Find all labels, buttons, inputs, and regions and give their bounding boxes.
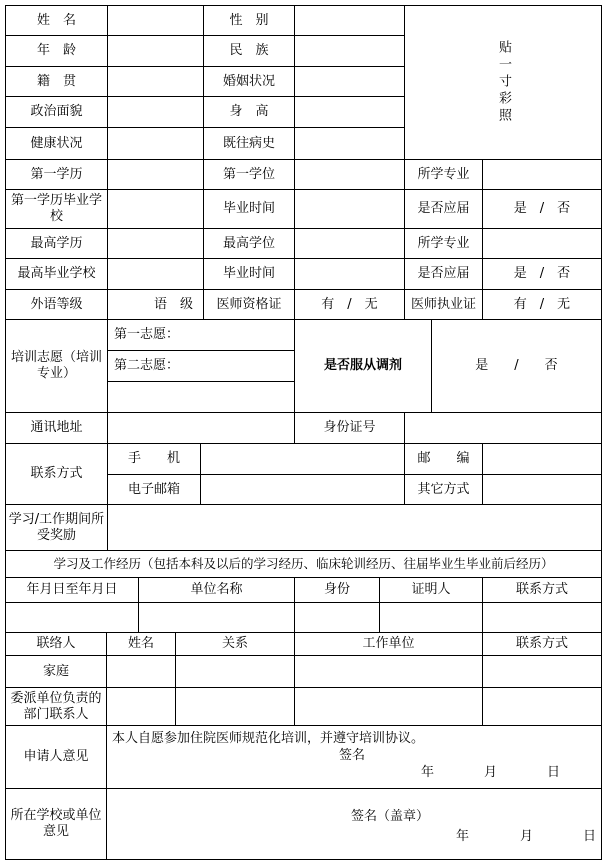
unit-phone-field[interactable] (482, 687, 602, 726)
first-school-label: 第一学历毕业学校 (5, 189, 108, 229)
health-field[interactable] (107, 127, 204, 160)
family-name-field[interactable] (106, 655, 176, 688)
email-field[interactable] (200, 474, 405, 505)
health-label: 健康状况 (5, 127, 108, 160)
school-opinion-label: 所在学校或单位意见 (5, 788, 107, 860)
practice-cert-label: 医师执业证 (404, 289, 483, 320)
postcode-field[interactable] (482, 443, 602, 475)
first-fresh-grad-label: 是否应届 (404, 189, 483, 229)
mobile-field[interactable] (200, 443, 405, 475)
history-header-contact: 联系方式 (482, 577, 602, 603)
awards-label: 学习/工作期间所受奖励 (5, 504, 108, 551)
contacts-header-employer: 工作单位 (294, 632, 483, 656)
mobile-label: 手 机 (107, 443, 201, 475)
applicant-opinion-label: 申请人意见 (5, 725, 107, 789)
highest-grad-time-label: 毕业时间 (203, 258, 295, 290)
first-degree-title-label: 第一学位 (203, 159, 295, 190)
first-grad-time-field[interactable] (294, 189, 405, 229)
id-number-label: 身份证号 (294, 412, 405, 444)
first-degree-label: 第一学历 (5, 159, 108, 190)
highest-degree-label: 最高学历 (5, 228, 108, 259)
history-header-witness: 证明人 (379, 577, 483, 603)
practice-cert-options[interactable]: 有 / 无 (482, 289, 602, 320)
declaration-text: 本人自愿参加住院医师规范化培训，并遵守培训协议。 (112, 731, 425, 746)
highest-degree-field[interactable] (107, 228, 204, 259)
contacts-header-relation: 关系 (175, 632, 295, 656)
first-degree-title-field[interactable] (294, 159, 405, 190)
unit-contact-label: 委派单位负责的部门联系人 (5, 687, 107, 726)
highest-title-field[interactable] (294, 228, 405, 259)
adjustment-label: 是否服从调剂 (294, 319, 432, 413)
first-school-field[interactable] (107, 189, 204, 229)
second-choice-field[interactable]: 第二志愿： (107, 350, 295, 382)
unit-relation-field[interactable] (175, 687, 295, 726)
gender-field[interactable] (294, 5, 405, 36)
highest-major-label: 所学专业 (404, 228, 483, 259)
applicant-date-year: 年 (421, 765, 435, 780)
marital-field[interactable] (294, 66, 405, 97)
awards-field[interactable] (107, 504, 602, 551)
qualification-cert-label: 医师资格证 (203, 289, 295, 320)
training-preference-label: 培训志愿（培训专业） (5, 319, 108, 413)
height-field[interactable] (294, 96, 405, 128)
highest-title-label: 最高学位 (203, 228, 295, 259)
height-label: 身 高 (203, 96, 295, 128)
history-row-role[interactable] (294, 602, 380, 633)
address-label: 通讯地址 (5, 412, 108, 444)
name-label: 姓 名 (5, 5, 108, 36)
first-choice-field[interactable]: 第一志愿： (107, 319, 295, 351)
medical-history-label: 既往病史 (203, 127, 295, 160)
applicant-date-day: 日 (547, 765, 561, 780)
unit-employer-field[interactable] (294, 687, 483, 726)
language-level-field[interactable]: 语 级 (107, 289, 204, 320)
highest-grad-time-field[interactable] (294, 258, 405, 290)
medical-history-field[interactable] (294, 127, 405, 160)
age-field[interactable] (107, 35, 204, 67)
other-contact-label: 其它方式 (404, 474, 483, 505)
first-major-field[interactable] (482, 159, 602, 190)
contact-method-label: 联系方式 (5, 443, 108, 505)
contacts-header-phone: 联系方式 (482, 632, 602, 656)
marital-label: 婚姻状况 (203, 66, 295, 97)
history-row-unit[interactable] (138, 602, 295, 633)
school-date-year: 年 (456, 829, 470, 844)
political-label: 政治面貌 (5, 96, 108, 128)
qualification-cert-options[interactable]: 有 / 无 (294, 289, 405, 320)
highest-major-field[interactable] (482, 228, 602, 259)
family-phone-field[interactable] (482, 655, 602, 688)
language-label: 外语等级 (5, 289, 108, 320)
highest-fresh-grad-label: 是否应届 (404, 258, 483, 290)
first-degree-field[interactable] (107, 159, 204, 190)
contacts-header-name: 姓名 (106, 632, 176, 656)
photo-placeholder: 贴一寸彩照 (404, 5, 602, 160)
name-field[interactable] (107, 5, 204, 36)
history-row-period[interactable] (5, 602, 139, 633)
history-header-period: 年月日至年月日 (5, 577, 139, 603)
first-grad-time-label: 毕业时间 (203, 189, 295, 229)
native-place-field[interactable] (107, 66, 204, 97)
first-fresh-grad-options[interactable]: 是 / 否 (482, 189, 602, 229)
political-field[interactable] (107, 96, 204, 128)
adjustment-options[interactable]: 是 / 否 (431, 319, 602, 413)
family-contact-label: 家庭 (5, 655, 107, 688)
address-field[interactable] (107, 412, 295, 444)
ethnicity-field[interactable] (294, 35, 405, 67)
highest-fresh-grad-options[interactable]: 是 / 否 (482, 258, 602, 290)
highest-school-field[interactable] (107, 258, 204, 290)
applicant-date-month: 月 (484, 765, 498, 780)
gender-label: 性 别 (203, 5, 295, 36)
history-row-contact[interactable] (482, 602, 602, 633)
postcode-label: 邮 编 (404, 443, 483, 475)
other-contact-field[interactable] (482, 474, 602, 505)
history-row-witness[interactable] (379, 602, 483, 633)
applicant-sign-label: 签名 (339, 748, 366, 763)
school-date-day: 日 (583, 829, 597, 844)
email-label: 电子邮箱 (107, 474, 201, 505)
school-sign-label: 签名（盖章） (351, 809, 430, 824)
age-label: 年 龄 (5, 35, 108, 67)
ethnicity-label: 民 族 (203, 35, 295, 67)
history-header-unit: 单位名称 (138, 577, 295, 603)
id-number-field[interactable] (404, 412, 602, 444)
history-header-role: 身份 (294, 577, 380, 603)
third-choice-field[interactable] (107, 381, 295, 413)
highest-school-label: 最高毕业学校 (5, 258, 108, 290)
family-employer-field[interactable] (294, 655, 483, 688)
contacts-header-contact: 联络人 (5, 632, 107, 656)
history-title: 学习及工作经历（包括本科及以后的学习经历、临床轮训经历、往届毕业生毕业前后经历） (5, 550, 602, 578)
native-place-label: 籍 贯 (5, 66, 108, 97)
unit-name-field[interactable] (106, 687, 176, 726)
school-date-month: 月 (520, 829, 534, 844)
first-major-label: 所学专业 (404, 159, 483, 190)
family-relation-field[interactable] (175, 655, 295, 688)
